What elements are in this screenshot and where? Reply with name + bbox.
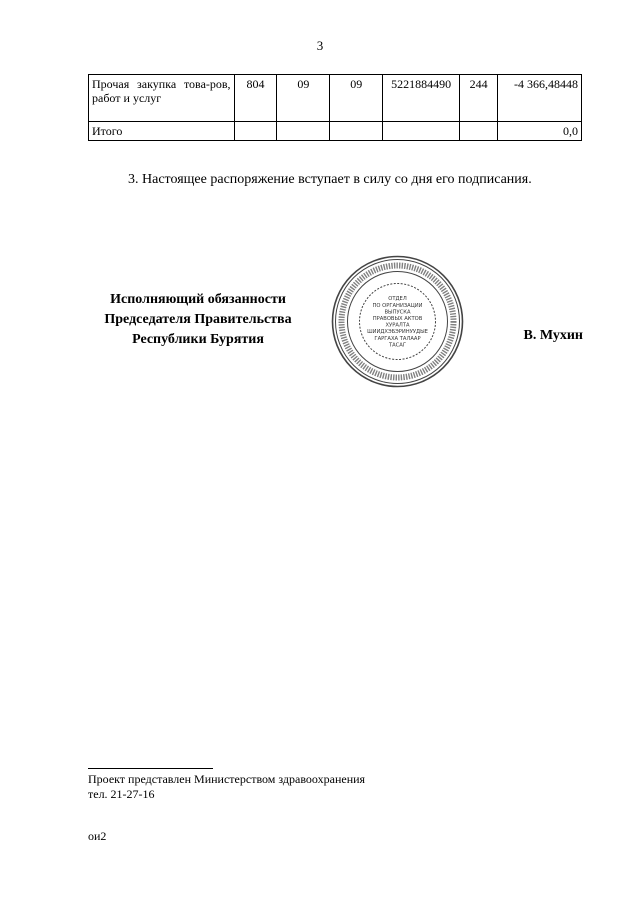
effective-date-paragraph: 3. Настоящее распоряжение вступает в силу со дня его подписания. — [128, 172, 532, 187]
table-row — [89, 75, 582, 122]
table-cell-code — [234, 122, 277, 141]
signer-name: В. Мухин — [523, 328, 583, 343]
footnote-divider — [88, 768, 213, 769]
budget-table — [88, 74, 582, 141]
table-cell-section: 09 — [277, 75, 330, 122]
official-seal-icon — [330, 254, 465, 389]
signer-title-line: Председателя Правительства — [104, 312, 292, 327]
signer-title-line: Исполняющий обязанности — [110, 292, 286, 307]
seal-text-line: ШИИДХЭБЭРИНУУДЫЕ — [367, 329, 428, 336]
table-cell-name: Итого — [89, 122, 235, 141]
table-row — [89, 122, 582, 141]
table-cell-section — [277, 122, 330, 141]
table-cell-target: 5221884490 — [383, 75, 460, 122]
table-cell-type: 244 — [460, 75, 498, 122]
footnote — [88, 772, 365, 802]
table-cell-amount: -4 366,48448 — [498, 75, 582, 122]
seal-text-line: ГАРГАХА ТАЛААР — [374, 335, 421, 342]
seal-text-line: ПРАВОВЫХ АКТОВ — [372, 316, 423, 322]
footnote-author: Проект представлен Министерством здравоохранения — [88, 772, 366, 786]
page-number: 3 — [316, 38, 324, 53]
document-code: ои2 — [88, 829, 107, 843]
table-cell-type — [460, 122, 498, 141]
table-cell-name: Прочая закупка това-ров, работ и услуг — [89, 75, 235, 122]
seal-text-line: ВЫПУСКА — [384, 309, 411, 316]
seal-text-line: ТАСАГ — [388, 342, 407, 349]
table-cell-code: 804 — [234, 75, 277, 122]
seal-text-line: ОТДЕЛ — [388, 296, 407, 303]
table-cell-amount: 0,0 — [498, 122, 582, 141]
signer-title-line: Республики Бурятия — [132, 332, 264, 347]
seal-text-line: ПО ОРГАНИЗАЦИИ — [372, 302, 423, 309]
table-cell-target — [383, 122, 460, 141]
signer-title — [88, 290, 308, 350]
table-cell-subsection — [330, 122, 383, 141]
footnote-phone: тел. 21-27-16 — [88, 787, 155, 801]
table-cell-subsection: 09 — [330, 75, 383, 122]
seal-text-line: ХУРАЛТА — [385, 322, 410, 329]
